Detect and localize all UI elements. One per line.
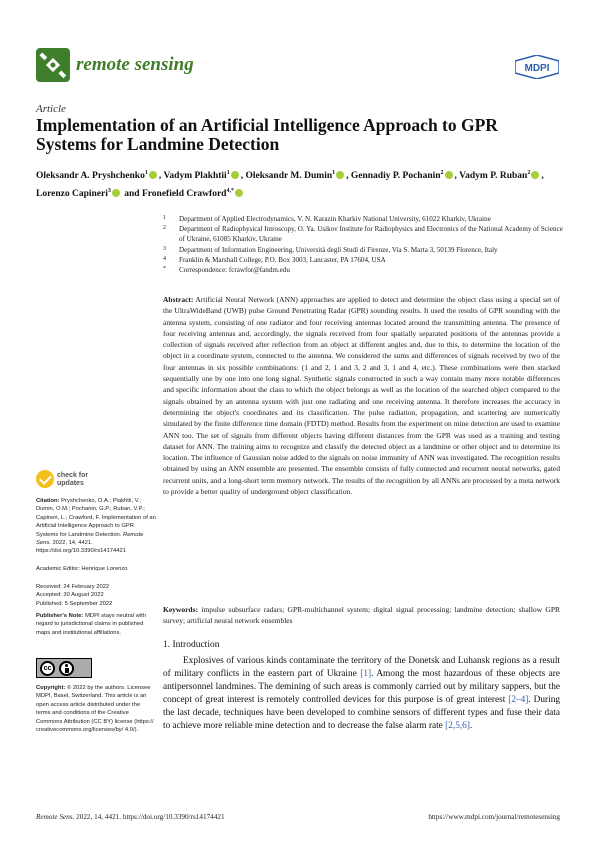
keywords — [163, 604, 560, 627]
reference-link[interactable]: [1] — [360, 669, 372, 680]
reference-link[interactable]: [2,5,6] — [445, 721, 470, 732]
check-updates-line1: check for — [57, 472, 89, 479]
author-name[interactable]: Lorenzo Capineri — [36, 189, 108, 200]
orcid-icon[interactable] — [531, 171, 539, 179]
reference-link[interactable]: [2–4] — [508, 695, 529, 706]
affiliation-sup: 1 — [144, 170, 148, 176]
check-for-updates-button[interactable] — [36, 470, 96, 492]
intro-text: . During the last decade, techniques have been developed to combine sensors of different types and fuse their data to achieve more reliable mine detection and to decrease the false alarm rate — [163, 695, 560, 732]
footer-journal: Remote Sens. — [36, 813, 75, 821]
affiliation-item — [163, 255, 563, 265]
affiliation-sup: 2 — [527, 170, 531, 176]
publishers-note-text: MDPI stays neutral with regard to jurisdictional claims in published maps and institutional affiliations. — [36, 613, 146, 636]
author-name[interactable]: and Fronefield Crawford — [124, 189, 227, 200]
abstract — [163, 294, 560, 497]
affiliation-number: 1 — [163, 215, 166, 221]
affiliation-number: 3 — [163, 245, 166, 252]
footer-journal-url[interactable]: https://www.mdpi.com/journal/remotesensing — [428, 813, 560, 821]
journal-name: remote sensing — [76, 54, 194, 75]
citation-journal: Remote Sens. — [36, 531, 144, 547]
orcid-icon[interactable] — [235, 189, 243, 197]
attribution-person-icon — [59, 661, 74, 676]
journal-logo-icon — [36, 48, 70, 82]
affiliation-list — [163, 214, 563, 275]
copyright-text: © 2022 by the authors. Licensee MDPI, Basel, Switzerland. This article is an open access article distributed under the terms and conditions of the Creative Commons Attribution (CC BY) license (https:// creativecommons.org/licenses/by/ 4.0/). — [36, 685, 154, 734]
citation-label: Citation: — [36, 498, 60, 504]
affiliation-item — [163, 245, 563, 255]
cc-icon: cc — [40, 661, 55, 676]
author-name[interactable]: Oleksandr M. Dumin — [245, 171, 333, 182]
affiliation-sup: 3 — [107, 188, 111, 195]
orcid-icon[interactable] — [445, 171, 453, 179]
academic-editor: Academic Editor: Henrique Lorenzo — [36, 566, 128, 572]
copyright-label: Copyright: — [36, 685, 66, 691]
affiliation-number: 4 — [163, 255, 166, 262]
correspondence-email[interactable]: Correspondence: fcrawfor@fandm.edu — [179, 266, 290, 275]
publishers-note-label: Publisher's Note: — [36, 613, 84, 619]
affiliation-item — [163, 214, 563, 224]
mdpi-logo-text: MDPI — [524, 63, 550, 74]
orcid-icon[interactable] — [149, 171, 157, 179]
introduction-paragraph — [163, 655, 560, 734]
footer-doi-link[interactable]: 2022, 14, 4421. https://doi.org/10.3390/rs14174421 — [76, 813, 225, 821]
citation-text: Pryshchenko, O.A.; Plakhtii, V.; Dumin, O.M.; Pochanin, G.P.; Ruban, V.P.; Capineri, L.; Crawford, F. Implementation of an Artificial Intelligence Approach to GPR Systems for Landmine Detection. — [36, 498, 156, 538]
citation-doi-link[interactable]: 2022, 14, 4421. https://doi.org/10.3390/rs14174421 — [36, 540, 126, 555]
orcid-icon[interactable] — [112, 189, 120, 197]
affiliation-sup: 2 — [440, 170, 444, 176]
keywords-text: impulse subsurface radars; GPR-multichannel system; digital signal processing; landmine detection; shallow GPR survey; artificial neural network ensembles — [163, 605, 561, 626]
check-updates-line2: updates — [57, 480, 84, 487]
orcid-icon[interactable] — [336, 171, 344, 179]
abstract-label: Abstract: — [163, 295, 194, 304]
abstract-text: Artificial Neural Network (ANN) approaches are applied to detect and determine the object class using a special set of the UltraWideBand (UWB) pulse Ground Penetrating Radar (GPR) sounding results. It used the results of GPR sounding with the antenna system, consisting of one radiator and four receiving antennas located around the transmitting antenna. The presence of four receiving antennas and, accordingly, the signals received from four spatially separated positions of the antennas provide a collection of signals received after reflection from an object at different angles and, due to this, to determine the location of the object in a coordinate system, connected to the antenna. We considered the sums and differences of signals received by two of the four antennas in six possible combinations: (1 and 2, 1 and 3, 2 and 3, 1 and 4, etc.). These combinations were then stacked sequentially one by one into one long signal. Synthetic signals constructed in such a way contain many more notable differences and specific information about the class to which the object belongs as well as the location of the searched object compared to the signals obtained by an antenna system with just one radiating and one receiving antenna. It therefore increases the accuracy in determining the object's coordinates and its classification. The pulse radiation, propagation, and scattering are numerically simulated by the finite difference time domain (FDTD) method. Results from the experiment on mine detection are used to examine ANN too. The set of signals from different objects having different distances from the GPR was used as a training and testing dataset for ANN. The training aims to recognize and classify the detected object as a landmine or other object and to determine its location. The influence of Gaussian noise added to the signals on noise immunity of ANN was investigated. The recognition results obtained by using an ANN ensemble are presented. The ensemble consists of fully connected and recurrent neural networks, gated recurrent units, and a long-short term memory network. The results of the recognition by all ANNs are processed by a meta network to provide a better quality of underground object classification. — [163, 295, 560, 497]
affiliation-number: 2 — [163, 225, 166, 232]
affiliation-text: Department of Radiophysical Introscopy, O. Ya. Usikov Institute for Radiophysics and Electronics of the National Academy of Science of Ukraine, 61085 Kharkiv, Ukraine — [179, 225, 563, 244]
published-date: Published: 5 September 2022 — [36, 600, 113, 607]
keywords-label: Keywords: — [163, 605, 198, 614]
mdpi-logo-icon[interactable] — [515, 55, 559, 79]
author-name[interactable]: Gennadiy P. Pochanin — [350, 171, 441, 182]
author-name[interactable]: Vadym Plakhtii — [163, 171, 227, 182]
affiliation-text: Franklin & Marshall College, P.O. Box 3003, Lancaster, PA 17604, USA — [179, 255, 386, 264]
affiliation-item — [163, 224, 563, 244]
check-updates-label — [57, 472, 88, 488]
footer-citation — [36, 813, 225, 821]
received-date: Received: 24 February 2022 — [36, 584, 110, 590]
affiliation-text: Department of Information Engineering, Università degli Studi di Firenze, Via S. Marta 3, 50139 Florence, Italy — [179, 245, 498, 254]
author-list: Oleksandr A. Pryshchenko$^1$ , Vadym Plakhtii$^1$ , Oleksandr M. Dumin$^1$ , Gennadiy P. Pochanin$^2$ , Vadym P. Ruban$^2$ , Lorenzo Capineri$^3$ and Fronefield Crawford$^{4,*}$ — [36, 170, 544, 200]
citation-block — [36, 497, 156, 556]
affiliation-sup: 4,* — [226, 188, 234, 195]
copyright-block — [36, 684, 156, 734]
dates-block — [36, 583, 156, 608]
affiliation-text: Department of Applied Electrodynamics, V. N. Karazin Kharkiv National University, 61022 Kharkiv, Ukraine — [179, 215, 491, 223]
affiliation-number: * — [163, 266, 166, 273]
cc-by-license-badge[interactable] — [36, 658, 92, 678]
author-name[interactable]: Vadym P. Ruban — [459, 171, 528, 182]
article-type: Article — [36, 103, 66, 115]
publishers-note — [36, 612, 156, 637]
page-footer — [36, 813, 560, 825]
affiliation-sup: 1 — [226, 170, 230, 176]
intro-text: . Among the most hazardous of these objects are antipersonnel landmines. The demining of such areas is commonly carried out by military sappers, but the concept of great interest is remotely controlled devices for this purpose is of great interest — [163, 669, 560, 706]
author-name[interactable]: Oleksandr A. Pryshchenko — [36, 171, 145, 182]
affiliation-item — [163, 265, 563, 275]
journal-header — [36, 48, 576, 88]
affiliation-sup: 1 — [332, 170, 336, 176]
section-heading-introduction: 1. Introduction — [163, 640, 220, 650]
check-icon — [36, 470, 54, 488]
orcid-icon[interactable] — [231, 171, 239, 179]
intro-text: Explosives of various kinds contaminate the territory of the Donetsk and Luhansk regions as a result of military conflicts in the eastern part of Ukraine — [163, 656, 560, 680]
accepted-date: Accepted: 30 August 2022 — [36, 592, 104, 599]
intro-text: . — [469, 721, 473, 732]
article-title: Implementation of an Artificial Intelligence Approach to GPR Systems for Landmine Detection — [36, 115, 498, 154]
